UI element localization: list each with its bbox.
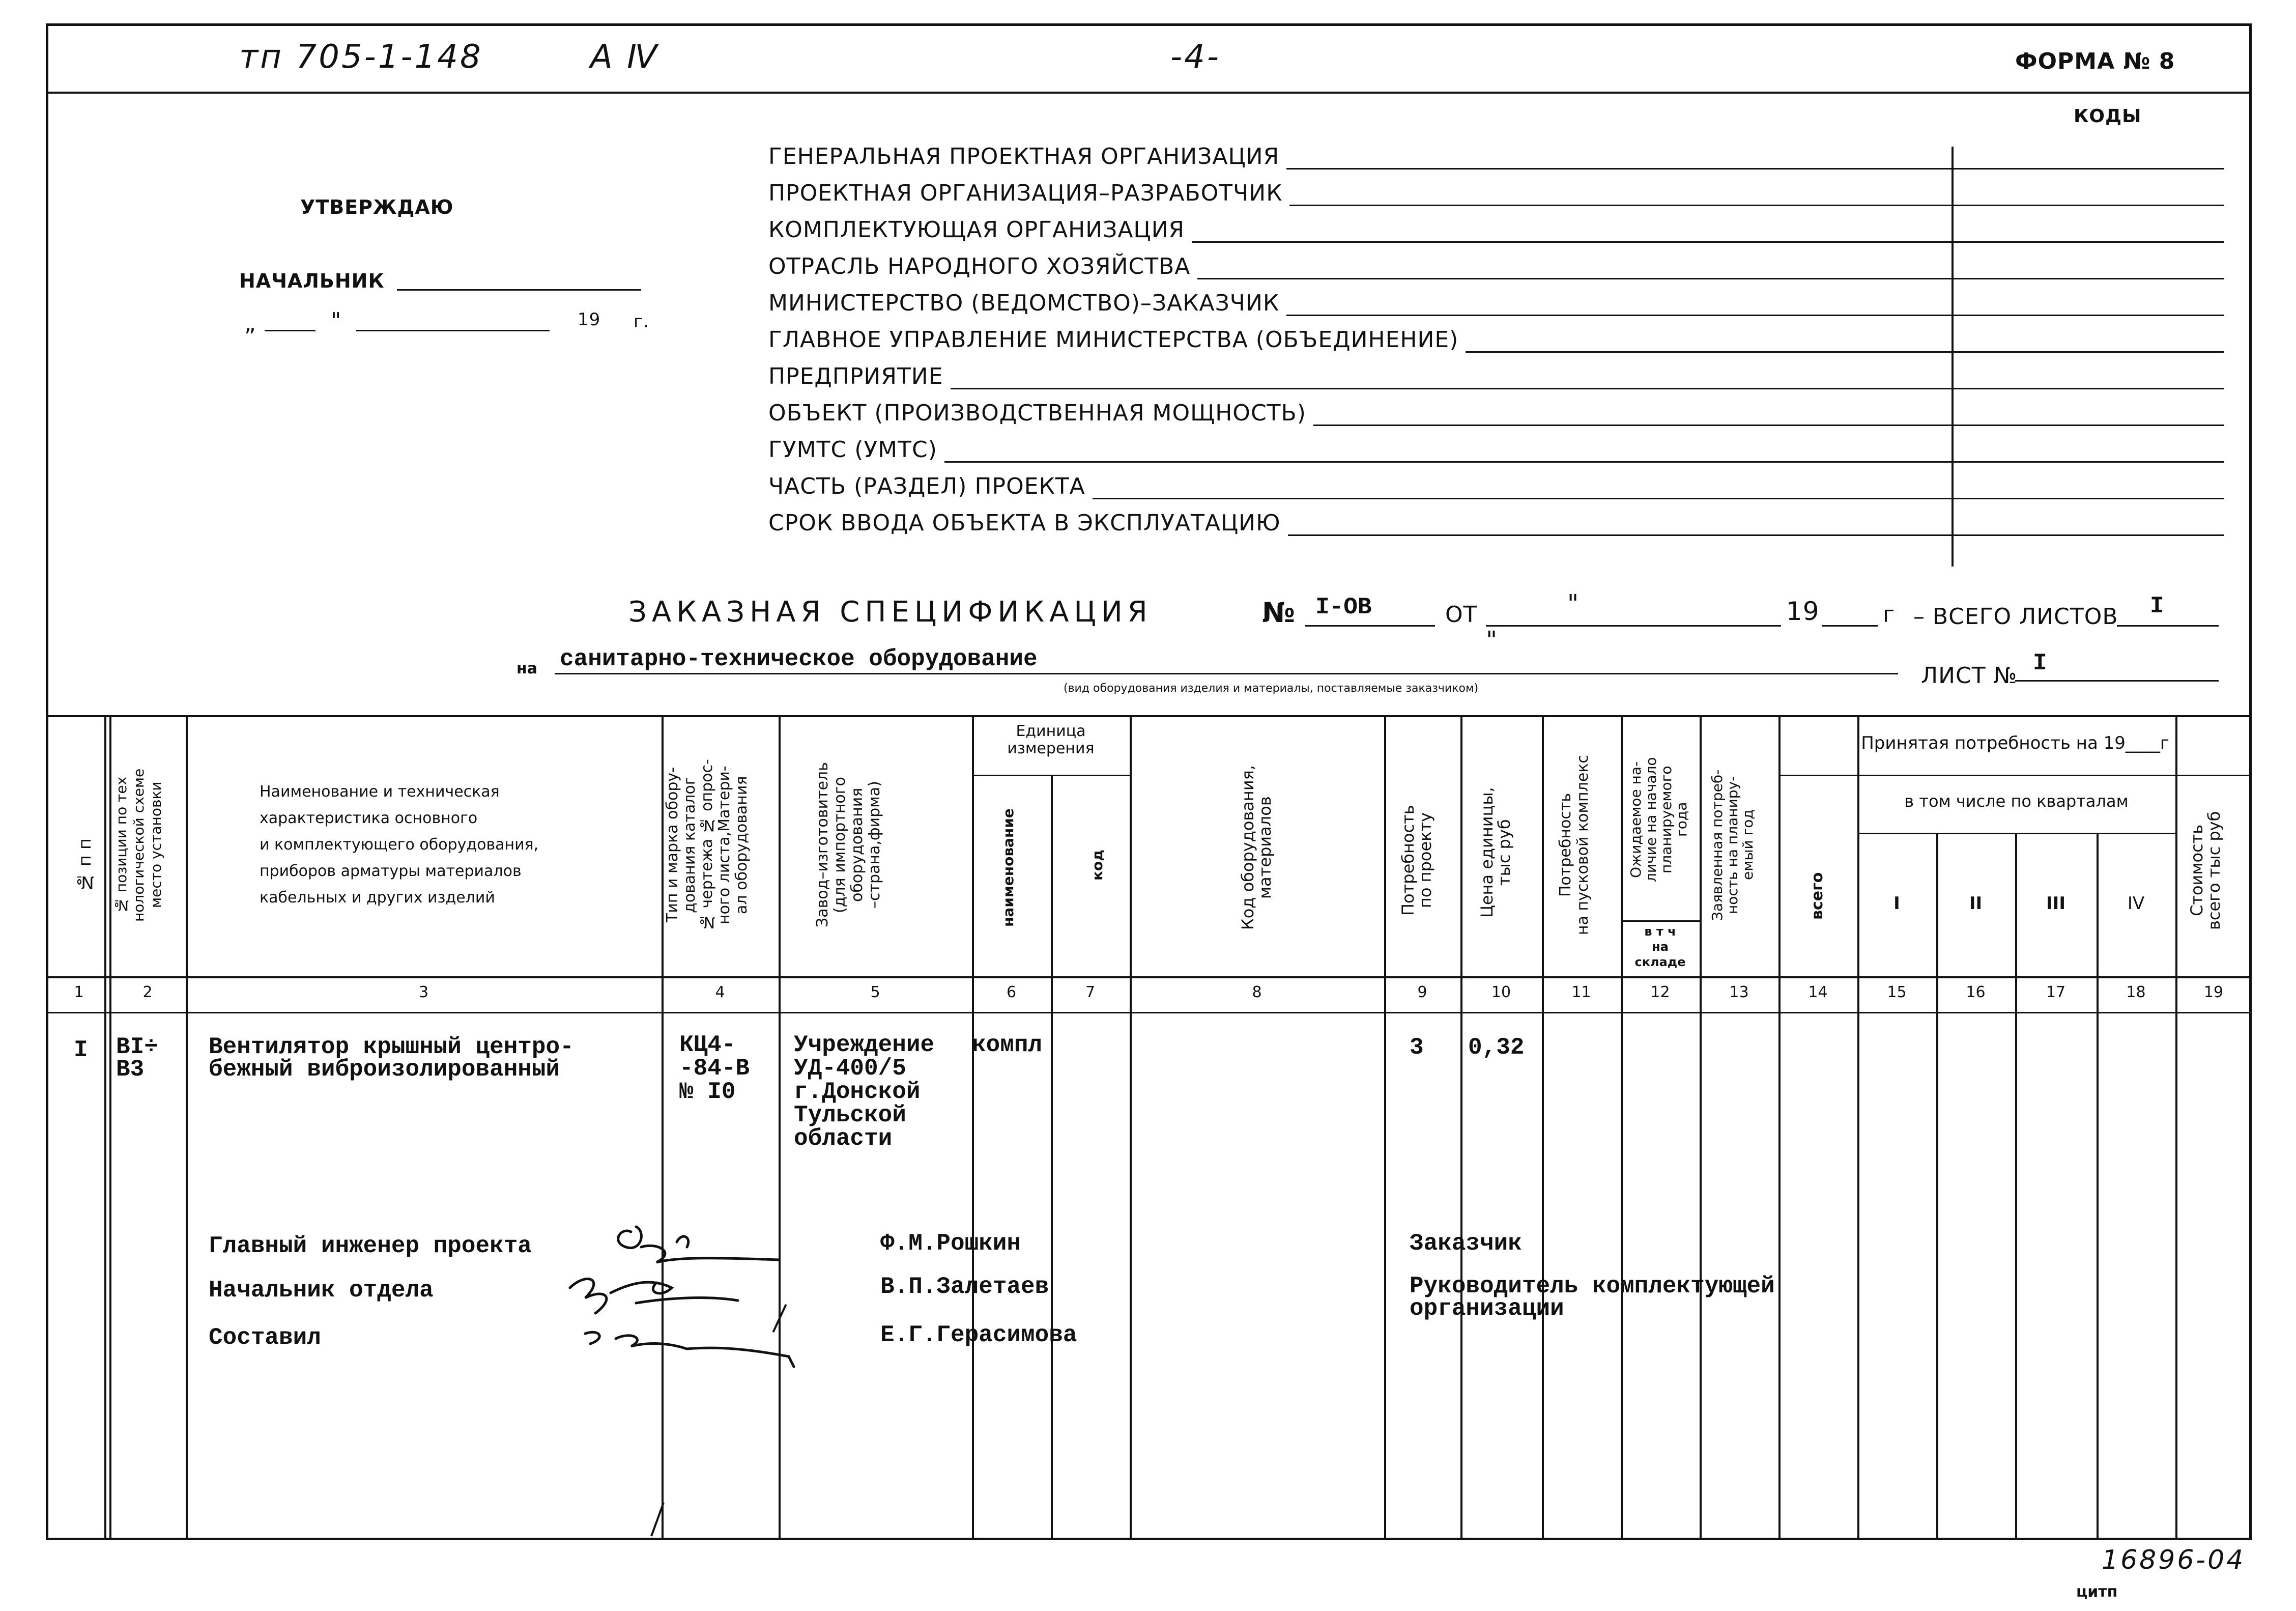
c12-sub-line [1621, 920, 1700, 922]
spec-total-sheets-line [2117, 625, 2219, 627]
spec-number: I-OB [1315, 594, 1372, 620]
col-header-accepted-group: Принятая потребность на 19____г [1861, 733, 2169, 753]
org-label-8: ОБЪЕКТ (ПРОИЗВОДСТВЕННАЯ МОЩНОСТЬ) [768, 400, 1313, 426]
column-number-2: 2 [142, 983, 153, 1001]
column-number-4: 4 [715, 983, 725, 1001]
column-number-3: 3 [418, 983, 429, 1001]
album-number: А Ⅳ [590, 38, 659, 76]
date-suffix: г. [634, 312, 649, 332]
row-1-type: КЦ4- -84-B № I0 [679, 1032, 750, 1105]
col-header-2: № позиции по тех нологической схеме место установки [113, 768, 164, 922]
col-header-10: Цена единицы, тыс руб [1477, 787, 1514, 918]
spec-total-sheets: I [2150, 593, 2164, 619]
col-header-7: код [1089, 850, 1106, 881]
org-label-11: СРОК ВВОДА ОБЪЕКТА В ЭКСПЛУАТАЦИЮ [768, 510, 1288, 536]
spec-from-label: ОТ [1445, 602, 1478, 628]
col-header-3: Наименование и техническая характеристика основного и комплектующего оборудования, приборов арматуры материалов кабельных и других изделий [260, 783, 539, 907]
spec-day-line [1486, 625, 1781, 627]
composer-name: Е.Г.Герасимова [880, 1322, 1077, 1348]
table-header-bottom [46, 976, 2252, 978]
spec-total-sheets-label: – ВСЕГО ЛИСТОВ [1913, 604, 2118, 630]
spec-equipment: санитарно-техническое оборудование [560, 646, 1038, 672]
column-line-2 [186, 715, 188, 1540]
column-number-15: 15 [1887, 983, 1907, 1001]
org-line-7 [768, 388, 2224, 389]
left-double-line [104, 715, 106, 1540]
date-close-quote: " [331, 308, 342, 334]
column-line-11 [1621, 715, 1623, 1540]
org-label-6: ГЛАВНОЕ УПРАВЛЕНИЕ МИНИСТЕРСТВА (ОБЪЕДИНЕНИЕ) [768, 327, 1466, 353]
doc-number: тп 705-1-148 [239, 38, 483, 76]
signature-chief-engineer [618, 1227, 779, 1262]
signature-composer [585, 1332, 794, 1367]
stamp-caption: цитп [2076, 1583, 2118, 1601]
org-label-10: ЧАСТЬ (РАЗДЕЛ) ПРОЕКТА [768, 473, 1093, 499]
col-header-14: всего [1809, 872, 1826, 920]
column-line-17 [2097, 833, 2099, 1540]
column-number-1: 1 [74, 983, 84, 1001]
column-number-11: 11 [1571, 983, 1591, 1001]
accepted-group-line [1778, 775, 2252, 776]
table-top [46, 715, 2252, 717]
row-1-price: 0,32 [1468, 1034, 1525, 1061]
column-number-7: 7 [1085, 983, 1096, 1001]
column-number-13: 13 [1729, 983, 1749, 1001]
column-number-16: 16 [1966, 983, 1986, 1001]
col-header-unit-group: Единица измерения [1007, 722, 1095, 757]
column-line-8 [1384, 715, 1386, 1540]
col-header-1: № п п [75, 838, 95, 893]
spec-sheet: I [2033, 650, 2047, 676]
row-1-unit: компл [972, 1032, 1043, 1058]
column-line-10 [1542, 715, 1544, 1540]
spec-date-quote-close: " [1486, 626, 1498, 655]
column-line-4 [779, 715, 781, 1540]
dept-head-name: В.П.Залетаев [880, 1274, 1049, 1300]
composer-label: Составил [209, 1324, 321, 1351]
column-line-16 [2015, 833, 2017, 1540]
spec-equipment-caption: (вид оборудования изделия и материалы, поставляемые заказчиком) [1064, 682, 1479, 695]
col-header-12: Ожидаемое на- личие на начало планируемого года [1627, 757, 1690, 882]
column-line-12 [1700, 715, 1702, 1540]
row-1-maker: Учреждение УД-400/5 г.Донской Тульской области [794, 1032, 935, 1152]
col-header-9: Потребность по проекту [1398, 805, 1435, 916]
col-header-13: Заявленная потреб- ность на планиру- емый год [1709, 769, 1756, 921]
date-day-line [265, 330, 315, 331]
signature-dept-head [570, 1279, 738, 1313]
org-label-9: ГУМТС (УМТС) [768, 437, 944, 463]
spec-sheet-label: ЛИСТ № [1921, 663, 2018, 689]
column-number-17: 17 [2046, 983, 2066, 1001]
column-number-9: 9 [1417, 983, 1427, 1001]
row-1-number: I [74, 1037, 88, 1063]
supplier-label: Руководитель комплектующей организации [1410, 1273, 1775, 1322]
spec-year-suffix: г [1883, 602, 1896, 628]
col-header-18: IV [2127, 893, 2145, 914]
column-line-5 [972, 715, 974, 1540]
spec-equipment-line [555, 673, 1898, 674]
column-number-12: 12 [1650, 983, 1670, 1001]
col-header-12-sub: в т ч на складе [1634, 924, 1686, 969]
form-number: ФОРМА № 8 [2015, 48, 2175, 74]
col-header-17: III [2046, 893, 2065, 914]
chief-label: НАЧАЛЬНИК [239, 270, 385, 292]
spec-number-label: № [1262, 597, 1296, 629]
column-number-5: 5 [870, 983, 880, 1001]
chief-engineer-name: Ф.М.Рошкин [880, 1230, 1021, 1257]
org-label-2: ПРОЕКТНАЯ ОРГАНИЗАЦИЯ–РАЗРАБОТЧИК [768, 180, 1289, 206]
spec-year: 19 [1786, 597, 1820, 626]
org-label-7: ПРЕДПРИЯТИЕ [768, 363, 951, 389]
col-header-16: II [1969, 893, 1983, 914]
dept-head-label: Начальник отдела [209, 1277, 434, 1304]
col-header-15: I [1893, 893, 1900, 914]
org-label-5: МИНИСТЕРСТВО (ВЕДОМСТВО)–ЗАКАЗЧИК [768, 290, 1286, 316]
col-header-11: Потребность на пусковой комплекс [1557, 755, 1592, 935]
column-number-14: 14 [1808, 983, 1828, 1001]
col-header-5: Завод–изготовитель (для импортного оборудования –страна,фирма) [814, 762, 883, 928]
unit-group-line [972, 775, 1130, 776]
codes-divider [1951, 147, 1954, 567]
customer-label: Заказчик [1410, 1230, 1522, 1257]
date-year: 19 [578, 309, 601, 330]
chief-signature-line [397, 289, 641, 291]
col-header-4: Тип и марка обору- дования каталог № чертежа № опрос- ного листа,Матери- ал оборудования [664, 759, 751, 931]
col-header-8: Код оборудования, материалов [1238, 765, 1275, 930]
column-line-6 [1051, 775, 1053, 1540]
column-line-9 [1460, 715, 1462, 1540]
stamp-number: 16896-04 [2102, 1545, 2246, 1575]
column-line-15 [1936, 833, 1938, 1540]
date-month-line [356, 330, 550, 331]
date-open-quote: „ [244, 310, 256, 336]
column-number-6: 6 [1006, 983, 1017, 1001]
row-1-name: Вентилятор крышный центро- бежный виброизолированный [209, 1034, 574, 1083]
spec-on-label: на [516, 660, 537, 677]
col-header-19: Стоимость всего тыс руб [2187, 811, 2224, 930]
column-line-1 [109, 715, 111, 1540]
row-1-position: BI÷ B3 [116, 1034, 158, 1083]
chief-engineer-label: Главный инженер проекта [209, 1233, 532, 1259]
org-label-3: КОМПЛЕКТУЮЩАЯ ОРГАНИЗАЦИЯ [768, 217, 1192, 243]
spec-title: ЗАКАЗНАЯ СПЕЦИФИКАЦИЯ [628, 596, 1153, 629]
column-line-18 [2175, 715, 2177, 1540]
spec-year-line [1822, 625, 1878, 627]
header-divider [46, 92, 2252, 94]
org-label-1: ГЕНЕРАЛЬНАЯ ПРОЕКТНАЯ ОРГАНИЗАЦИЯ [768, 144, 1286, 169]
approve-title: УТВЕРЖДАЮ [300, 196, 454, 218]
column-number-19: 19 [2203, 983, 2224, 1001]
col-header-6: наименование [1000, 808, 1017, 927]
handwritten-signatures [555, 1211, 799, 1379]
column-number-18: 18 [2126, 983, 2146, 1001]
column-line-7 [1130, 715, 1132, 1540]
row-1-quantity: 3 [1410, 1034, 1424, 1061]
codes-label: КОДЫ [2074, 106, 2142, 127]
quarters-group-line [1857, 833, 2175, 834]
colnum-row-bottom [46, 1012, 2252, 1013]
spec-date-quote-open: " [1567, 589, 1580, 618]
column-number-8: 8 [1252, 983, 1262, 1001]
column-line-13 [1778, 715, 1781, 1540]
org-label-4: ОТРАСЛЬ НАРОДНОГО ХОЗЯЙСТВА [768, 253, 1197, 279]
org-line-9 [768, 461, 2224, 463]
spec-number-line [1305, 625, 1435, 627]
column-number-10: 10 [1491, 983, 1511, 1001]
col-header-quarters-group: в том числе по кварталам [1904, 792, 2129, 811]
page-number: -4- [1170, 38, 1221, 76]
spec-sheet-line [2015, 680, 2219, 682]
